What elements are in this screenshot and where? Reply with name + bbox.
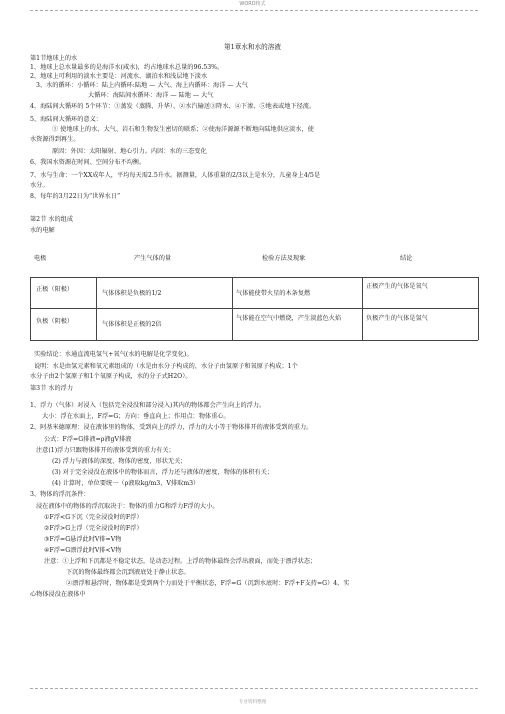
body-line: 6、我国水资源在时间、空间分布不均衡。: [30, 159, 146, 166]
body-line: 水分子由2个氢原子和1个氧原子构成，水的分子式H2O）。: [30, 373, 192, 380]
body-line: 浸在液体中的物体的浮沉取决于：物体的重力G和浮力F浮的大小。: [36, 503, 219, 510]
table-rule: [30, 277, 478, 278]
body-line: 心物体浸没在液体中: [30, 591, 86, 598]
body-line: 3、水的循环：小循环：陆上内循环:陆地 — 大气、海上内循环：海洋 — 大气: [36, 82, 248, 89]
table-rule: [478, 277, 479, 340]
section2-title: 第2节 水的组成: [30, 216, 74, 223]
body-line: ④F浮=G漂浮此时V排<V物: [44, 547, 122, 554]
body-line: 1、浮力（气体）对浸入（包括完全浸没和部分浸入)其内的物体都会产生向上的浮力。: [30, 402, 266, 409]
body-line: (4) 计算时，单位要统一（ρ液取kg/m3，V排取m3）: [52, 480, 200, 487]
table-cell: 气体体积是正极的2倍: [102, 321, 162, 328]
body-line: 3、物体的浮沉条件：: [30, 491, 90, 498]
body-line: 说明：水是由氢元素和氧元素组成的（水是由水分子构成的，水分子由氢原子和氧原子构成；1个: [34, 363, 298, 370]
body-line: 2、地球上可利用的淡水主要是：河流水、湖泊水和浅层地下淡水: [30, 73, 208, 80]
table-header-electrode: 电极: [34, 255, 47, 262]
body-line: 注意：①上浮和下沉都是不稳定状态，是动态过程。上浮的物体最终会浮出液面，而处于漂浮状态；: [44, 558, 317, 565]
table-rule: [362, 277, 363, 340]
table-cell: 正极（阳极）: [36, 286, 74, 293]
body-line: 4、海陆间大循环的 5个环节：①蒸发（蒸腾、升华）、②水汽输送③降水、④下渗、⑤地表或地下径流。: [30, 103, 316, 110]
body-line: (2) 浮力与液体的深度、物体的密度，形状无关；: [52, 458, 187, 465]
page-footer: 专业资料整理: [238, 700, 267, 705]
body-line: 5、海陆间大循环的意义：: [30, 116, 102, 123]
body-line: 1、地球上总水量最多的是海洋水(咸水)，约占地球水总量的96.53%。: [30, 64, 224, 71]
body-line: ②漂浮和悬浮时，物体都是受到两个力而处于平衡状态，F浮=G（沉到水底时：F浮+F支持=G）4、实: [66, 580, 350, 587]
header-rule: [30, 10, 478, 11]
table-cell: 气体体积是负极的1/2: [102, 290, 162, 297]
body-line: ① 使地球上的水、大气、岩石和生物发生密切的联系；②使海洋源源不断地向陆地供应淡水，使: [52, 126, 314, 133]
page-header: WORD格式: [239, 1, 266, 7]
table-summary: 实验结论：水通直流电氢气+氧气(水的电解是化学变化)。: [34, 351, 193, 358]
body-line: 水分。: [30, 182, 49, 189]
footer-rule: [30, 688, 478, 689]
body-line: (3) 对于完全浸没在液体中的物体而言，浮力还与液体的密度，物体的体积有关；: [52, 469, 274, 476]
body-line: ③F浮=G悬浮此时V排=V物: [44, 536, 122, 543]
table-rule: [30, 277, 31, 340]
body-line: 下沉的物体最终都会沉到液底处于静止状态。: [66, 569, 190, 576]
table-header-test: 检验方法及现象: [262, 255, 306, 262]
chapter-title: 第1章水和水的溶液: [224, 43, 281, 51]
body-line: ①F浮<G下沉（完全浸没时的F浮）: [44, 514, 143, 521]
section1-title: 第1节地球上的水: [30, 55, 78, 62]
section3-title: 第3节 水的浮力: [30, 385, 74, 392]
table-cell: 正极产生的气体是氧气: [366, 283, 428, 290]
table-rule: [232, 277, 233, 340]
body-line: 7、水与生命：一个XX成年人，平均每天需2.5升水。据测量，人体重量的2/3以上是水分，儿童身上4/5是: [30, 172, 321, 179]
body-line: ②F浮>G上浮（完全浸没时的F浮）: [44, 525, 143, 532]
table-rule: [30, 340, 478, 341]
body-line: 2、阿基米德原理：浸在液体里的物体，受到向上的浮力，浮力的大小等于物体排开的液体受到的重力。: [30, 424, 313, 431]
table-cell: 气体能使带火星的木条复燃: [236, 290, 311, 297]
formula-line: 公式：F浮=G排液=ρ液gV排液: [44, 436, 132, 443]
table-header-conclusion: 结论: [400, 255, 413, 262]
section2-subtitle: 水的电解: [30, 227, 55, 234]
body-line: 注意(1)浮力只跟物体排开的液体受到的重力有关；: [36, 447, 175, 454]
table-cell: 负极产生的气体是氢气: [366, 315, 428, 322]
body-line: 大循环：海陆间水循环：海洋 — 陆地 — 大气: [88, 92, 214, 99]
table-cell: 负极（阴极）: [36, 318, 74, 325]
table-header-amount: 产生气体的量: [134, 255, 172, 262]
body-line: 8、每年的3月22日为“世界水日”: [30, 193, 121, 200]
table-cell: 气体能在空气中燃烧，产生淡蓝色火焰: [236, 315, 342, 322]
table-rule: [30, 308, 478, 309]
body-line: 水资源得到再生。: [30, 136, 80, 143]
body-line: 大小：浮在水面上，F浮=G；方向：垂直向上；作用点：物体重心。: [42, 413, 230, 420]
body-line: 原因：外因：太阳辐射、地心引力。内因：水的三态变化: [52, 148, 207, 155]
table-rule: [96, 277, 97, 340]
